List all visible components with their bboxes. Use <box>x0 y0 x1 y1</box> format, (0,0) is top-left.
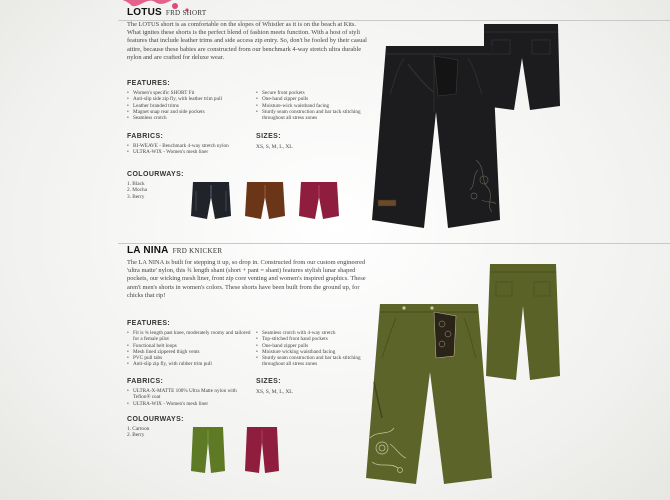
lanina-swatch-cartoon <box>190 426 226 474</box>
lanina-front-view-image <box>360 298 498 488</box>
lanina-fabrics-heading: FABRICS: <box>127 378 164 385</box>
lanina-features-heading: FEATURES: <box>127 320 171 327</box>
lanina-colourways-list: 1. Cartoon 2. Berry <box>127 426 150 439</box>
lanina-fabrics-list: • ULTRA-X-MATTE 100% Ultra Matte nylon with Teflon® coat • ULTRA-WIX - Women's mesh liner <box>127 388 243 407</box>
lotus-features-heading: FEATURES: <box>127 80 171 87</box>
lotus-front-view-image <box>368 40 506 232</box>
lanina-features-left: • Fit is ¾ length past knee, moderately roomy and tailored for a female pilot • Functional belt loops • Mesh lined zippered thigh vents • PVC pull tabs • Anti-slip zip fly, with rubber trim pull <box>127 330 251 368</box>
lotus-description: The LOTUS short is as comfortable on the slopes of Whistler as it is on the beach at Kits. What ignites these shorts is the perfect blend of fashion meets function. With a host of styli features that include leather trims and side access zip entry. So, don't be fooled by their casual attire, because these babies are constructed from our benchmark 4-way stretch ultra durable nylon and are crafted for deluxe wear. <box>127 21 367 61</box>
lotus-fabrics-list: • BI-WEAVE - Benchmark 4-way stretch nylon • ULTRA-WIX - Women's mesh liner <box>127 143 237 156</box>
lotus-features-left: • Women's specific SHORT Fit • Anti-slip side zip fly, with leather trim pull • Leather branded trims • Magnet snap rear and side pockets • Seamless crotch <box>127 90 249 121</box>
lotus-features-right: • Secure front pockets • One-hand zipper pulls • Moisture-wick waistband facing • Sturdy seam construction and bar tack stitching throughout all stress zones <box>256 90 372 121</box>
lanina-colourways-heading: COLOURWAYS: <box>127 416 184 423</box>
lotus-colourways-list: 1. Black 2. Mocha 3. Berry <box>127 181 148 200</box>
lanina-sizes: XS, S, M, L, XL <box>256 389 293 395</box>
lanina-description: The LA NINA is built for stepping it up, so drop in. Constructed from our custom engineered 'ultra matte' nylon, this ¾ length shant (short + pant = shant) features stylish lunar shaped pockets, our wicking mesh liner, front zip core venting and women's inspired graphics. These aren't men's shorts in women's colors. These shorts have been built from the ground up, for chicks that rip! <box>127 259 366 299</box>
lotus-fabrics-heading: FABRICS: <box>127 133 164 140</box>
lotus-section <box>127 7 367 62</box>
lotus-title: LOTUS FRD SHORT <box>127 7 207 18</box>
lotus-swatch-black <box>190 181 232 221</box>
section-divider <box>118 243 670 244</box>
lanina-sizes-heading: SIZES: <box>256 378 281 385</box>
lanina-features-right: • Seamless crotch with 4-way stretch • Top-stitched front hand pockets • One-hand zipper pulls • Moisture wicking waistband facing • Sturdy seam construction and bar tack stitching throughout all stress zones <box>256 330 374 368</box>
lanina-swatch-berry <box>244 426 280 474</box>
lanina-section <box>127 245 377 300</box>
lotus-sizes: XS, S, M, L, XL <box>256 144 293 150</box>
lotus-colourways-heading: COLOURWAYS: <box>127 171 184 178</box>
lotus-swatch-mocha <box>244 181 286 221</box>
lanina-title: LA NINA FRD KNICKER <box>127 245 223 256</box>
lotus-sizes-heading: SIZES: <box>256 133 281 140</box>
lotus-swatch-berry <box>298 181 340 221</box>
